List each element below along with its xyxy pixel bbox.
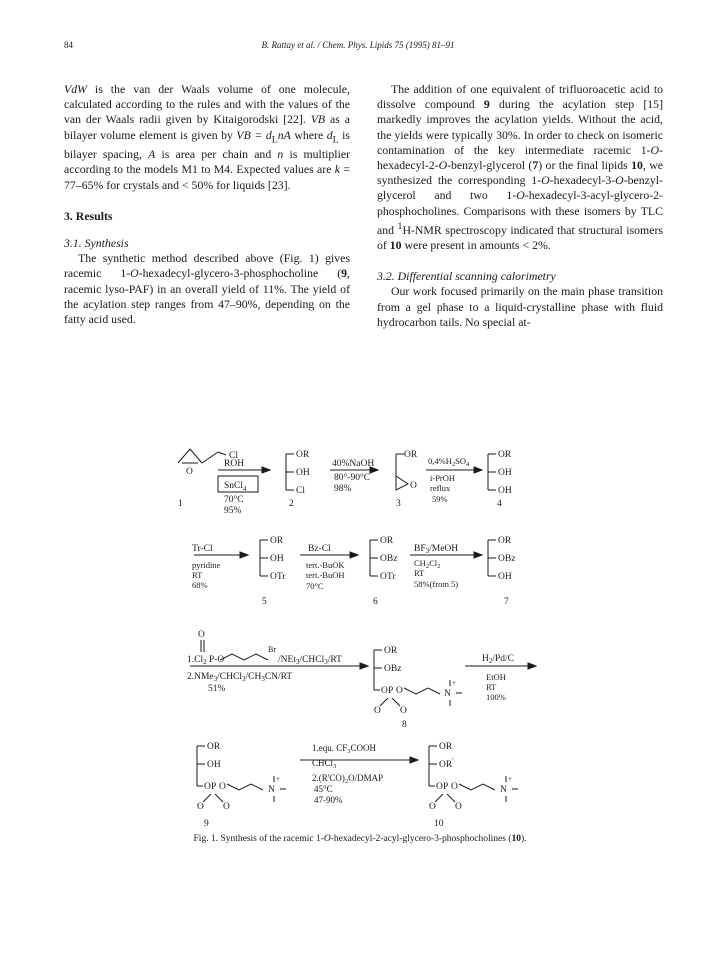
compound-5-structure [260, 540, 268, 576]
c7-g3: OH [498, 572, 512, 582]
figure-caption: Fig. 1. Synthesis of the racemic 1-O-hexadecyl-2-acyl-glycero-3-phosphocholines (10). [193, 834, 527, 844]
right-paragraph-1: The addition of one equivalent of trifluoroacetic acid to dissolve compound 9 during the acylation step [15] markedly improves the acylation yields. Without the acid, the yields were typically 30%. In order to check on isomeric contamination of the key intermediate racemic 1-O-hexadecyl-2-O-benzyl-glycerol (7) or the final lipids 10, we synthesized the corresponding 1-O-hexadecyl-3-O-benzyl-glycerol and two 1-O-hexadecyl-3-acyl-glycero-2-phosphocholines. Comparisons with these isomers by TLC and $^1$H-NMR spectroscopy indicated that structural isomers of 10 were present in amounts < 2%. [377, 82, 663, 252]
c9-p: P [211, 782, 217, 792]
c10-g1: OR [439, 742, 453, 752]
row3-step2: $2.NMe_3/CHCl_3/CH_3CN/RT$ [187, 672, 293, 683]
c1-cl: Cl [229, 451, 238, 461]
arrow-1-head [262, 467, 270, 473]
compound-6-structure [370, 540, 378, 576]
left-paragraph-1: VdW is the van der Waals volume of one molecule, calculated according to the rules and with the values of the van der Waals radii given by Kitaigorodski [22]. VB as a bilayer volume element is given by VB = $d_LnA$ where $d_L$ is bilayer spacing, A is area per chain and n is multiplier according to the models M1 to M4. Expected values are k = 77–65% for crystals and < 50% for liquids [23]. [64, 82, 351, 192]
journal-reference: B. Rattay et al. / Chem. Phys. Lipids 75 (1995) 81–91 [261, 40, 455, 50]
c8-p: P [388, 686, 394, 696]
c10-p: P [443, 782, 449, 792]
compound-7-structure [488, 540, 496, 576]
compound-1-label: 1 [178, 499, 183, 509]
arrow3-reagent: $0,4\%H_2SO_4$ [428, 456, 470, 468]
arrow9-acid: 1.equ. $CF_3COOH$ [312, 743, 377, 755]
c9-o2: O [219, 782, 226, 792]
section-heading: 3. Results [64, 208, 113, 223]
left-paragraph-2: The synthetic method described above (Fig. 1) gives racemic 1-O-hexadecyl-glycero-3-phosphocholine (9, racemic lyso-PAF) in an overall yield of 11%. The yield of the acylation step ranges from 47–90%, depending on the fatty acid used. [64, 251, 350, 326]
c2-g3: Cl [296, 486, 305, 496]
c8-o3: O [374, 706, 381, 716]
arrow9-yield: 47-90% [314, 795, 343, 805]
c9-om: O [223, 802, 230, 812]
arrow6-solvent: $CH_2Cl_2$ [414, 558, 441, 570]
c9-n: N [268, 785, 275, 795]
compound-9-label: 9 [204, 819, 209, 829]
c5-g1: OR [270, 536, 284, 546]
c8-g1: OR [384, 646, 398, 656]
compound-4-structure [488, 454, 496, 490]
arrow9-solvent: CHCl$_3$ [312, 758, 337, 770]
arrow-5-head [350, 552, 358, 558]
arrow-7-head [360, 663, 368, 669]
arrow5-base: tert.-BuOK [306, 560, 345, 570]
arrow-9-head [410, 757, 418, 763]
c3-o: O [410, 481, 417, 491]
arrow1-reagent: ROH [224, 459, 245, 469]
c9-o3: O [197, 802, 204, 812]
c10-o2: O [451, 782, 458, 792]
c6-g2: OBz [380, 554, 398, 564]
subsection-heading-dsc: 3.2. Differential scanning calorimetry [377, 269, 556, 284]
arrow4-solvent: pyridine [192, 560, 221, 570]
arrow5-reagent: Bz-Cl [308, 544, 331, 554]
c2-g2: OH [296, 468, 310, 478]
row3-yield: 51% [208, 684, 226, 694]
arrow5-temp: 70°C [306, 581, 324, 591]
c6-g3: OTr [380, 572, 396, 582]
c7-g1: OR [498, 536, 512, 546]
c10-n: N [500, 785, 507, 795]
arrow8-solvent: EtOH [486, 672, 506, 682]
subsection-heading-synthesis: 3.1. Synthesis [64, 235, 129, 250]
c8-o: O [381, 686, 388, 696]
c10-o: O [436, 782, 443, 792]
arrow8-reagent: $H_2/Pd/C$ [482, 654, 515, 665]
row3-step1: $1.Cl_2$ P-O [187, 655, 225, 666]
arrow6-temp: RT [414, 568, 425, 578]
bromoethyl-chain [220, 654, 268, 660]
arrow5-solvent: tert.-BuOH [306, 570, 345, 580]
c8-g2: OBz [384, 664, 402, 674]
c9-plus: + [276, 775, 280, 783]
arrow-4-head [240, 552, 248, 558]
c8-o2: O [396, 686, 403, 696]
c1-o: O [186, 467, 193, 477]
row3-br: Br [268, 645, 276, 654]
arrow3-solvent: i-PrOH [430, 473, 456, 483]
arrow9-acylation: $2.(R'CO)_2O$/DMAP [312, 773, 384, 785]
arrow8-yield: 100% [486, 692, 506, 702]
c5-g2: OH [270, 554, 284, 564]
compound-5-label: 5 [262, 597, 267, 607]
c10-om: O [455, 802, 462, 812]
compound-4-label: 4 [497, 499, 502, 509]
arrow1-temp: 70°C [224, 495, 244, 505]
c8-om: O [400, 706, 407, 716]
c5-g3: OTr [270, 572, 286, 582]
c10-g2: OR' [439, 757, 454, 770]
arrow6-reagent: $BF_3$/MeOH [414, 544, 459, 555]
arrow4-yield: 68% [192, 580, 208, 590]
c7-g2: OBz [498, 554, 516, 564]
compound-6-label: 6 [373, 597, 378, 607]
compound-1-structure [178, 449, 226, 463]
arrow8-temp: RT [486, 682, 497, 692]
c6-g1: OR [380, 536, 394, 546]
c9-g2: OH [207, 760, 221, 770]
page-number: 84 [64, 40, 73, 50]
compound-2-structure [286, 454, 294, 490]
row3-conditions: /NEt$_3$/CHCl$_3$/RT [278, 655, 342, 666]
arrow-8-head [528, 663, 536, 669]
arrow9-temp: 45°C [314, 784, 333, 794]
arrow1-yield: 95% [224, 506, 242, 516]
c4-g2: OH [498, 468, 512, 478]
arrow-3-head [474, 467, 482, 473]
c9-o: O [204, 782, 211, 792]
arrow1-catalyst: SnCl$_4$ [224, 481, 247, 493]
c4-g1: OR [498, 450, 512, 460]
c8-plus: + [452, 679, 456, 687]
right-paragraph-2: Our work focused primarily on the main phase transition from a gel phase to a liquid-crystalline phase with fluid hydrocarbon tails. No special at- [377, 284, 663, 329]
c10-plus: + [508, 775, 512, 783]
arrow2-reagent: 40%NaOH [332, 459, 375, 469]
reagent-phosphoryl-o: O [198, 630, 205, 640]
c10-o3: O [429, 802, 436, 812]
compound-8-label: 8 [402, 720, 407, 730]
c4-g3: OH [498, 486, 512, 496]
c8-n: N [444, 689, 451, 699]
arrow2-temp: 80°-90°C [334, 473, 371, 483]
arrow3-yield: 59% [432, 494, 448, 504]
c2-g1: OR [296, 450, 310, 460]
compound-10-label: 10 [434, 819, 444, 829]
arrow-6-head [474, 552, 482, 558]
c3-g1: OR [404, 450, 418, 460]
arrow4-reagent: Tr-Cl [192, 544, 213, 554]
compound-3-label: 3 [396, 499, 401, 509]
compound-7-label: 7 [504, 597, 509, 607]
arrow6-yield: 58%(from 5) [414, 579, 459, 589]
c9-g1: OR [207, 742, 221, 752]
arrow2-yield: 98% [334, 484, 352, 494]
arrow4-temp: RT [192, 570, 203, 580]
arrow3-cond: reflux [430, 483, 451, 493]
compound-2-label: 2 [289, 499, 294, 509]
